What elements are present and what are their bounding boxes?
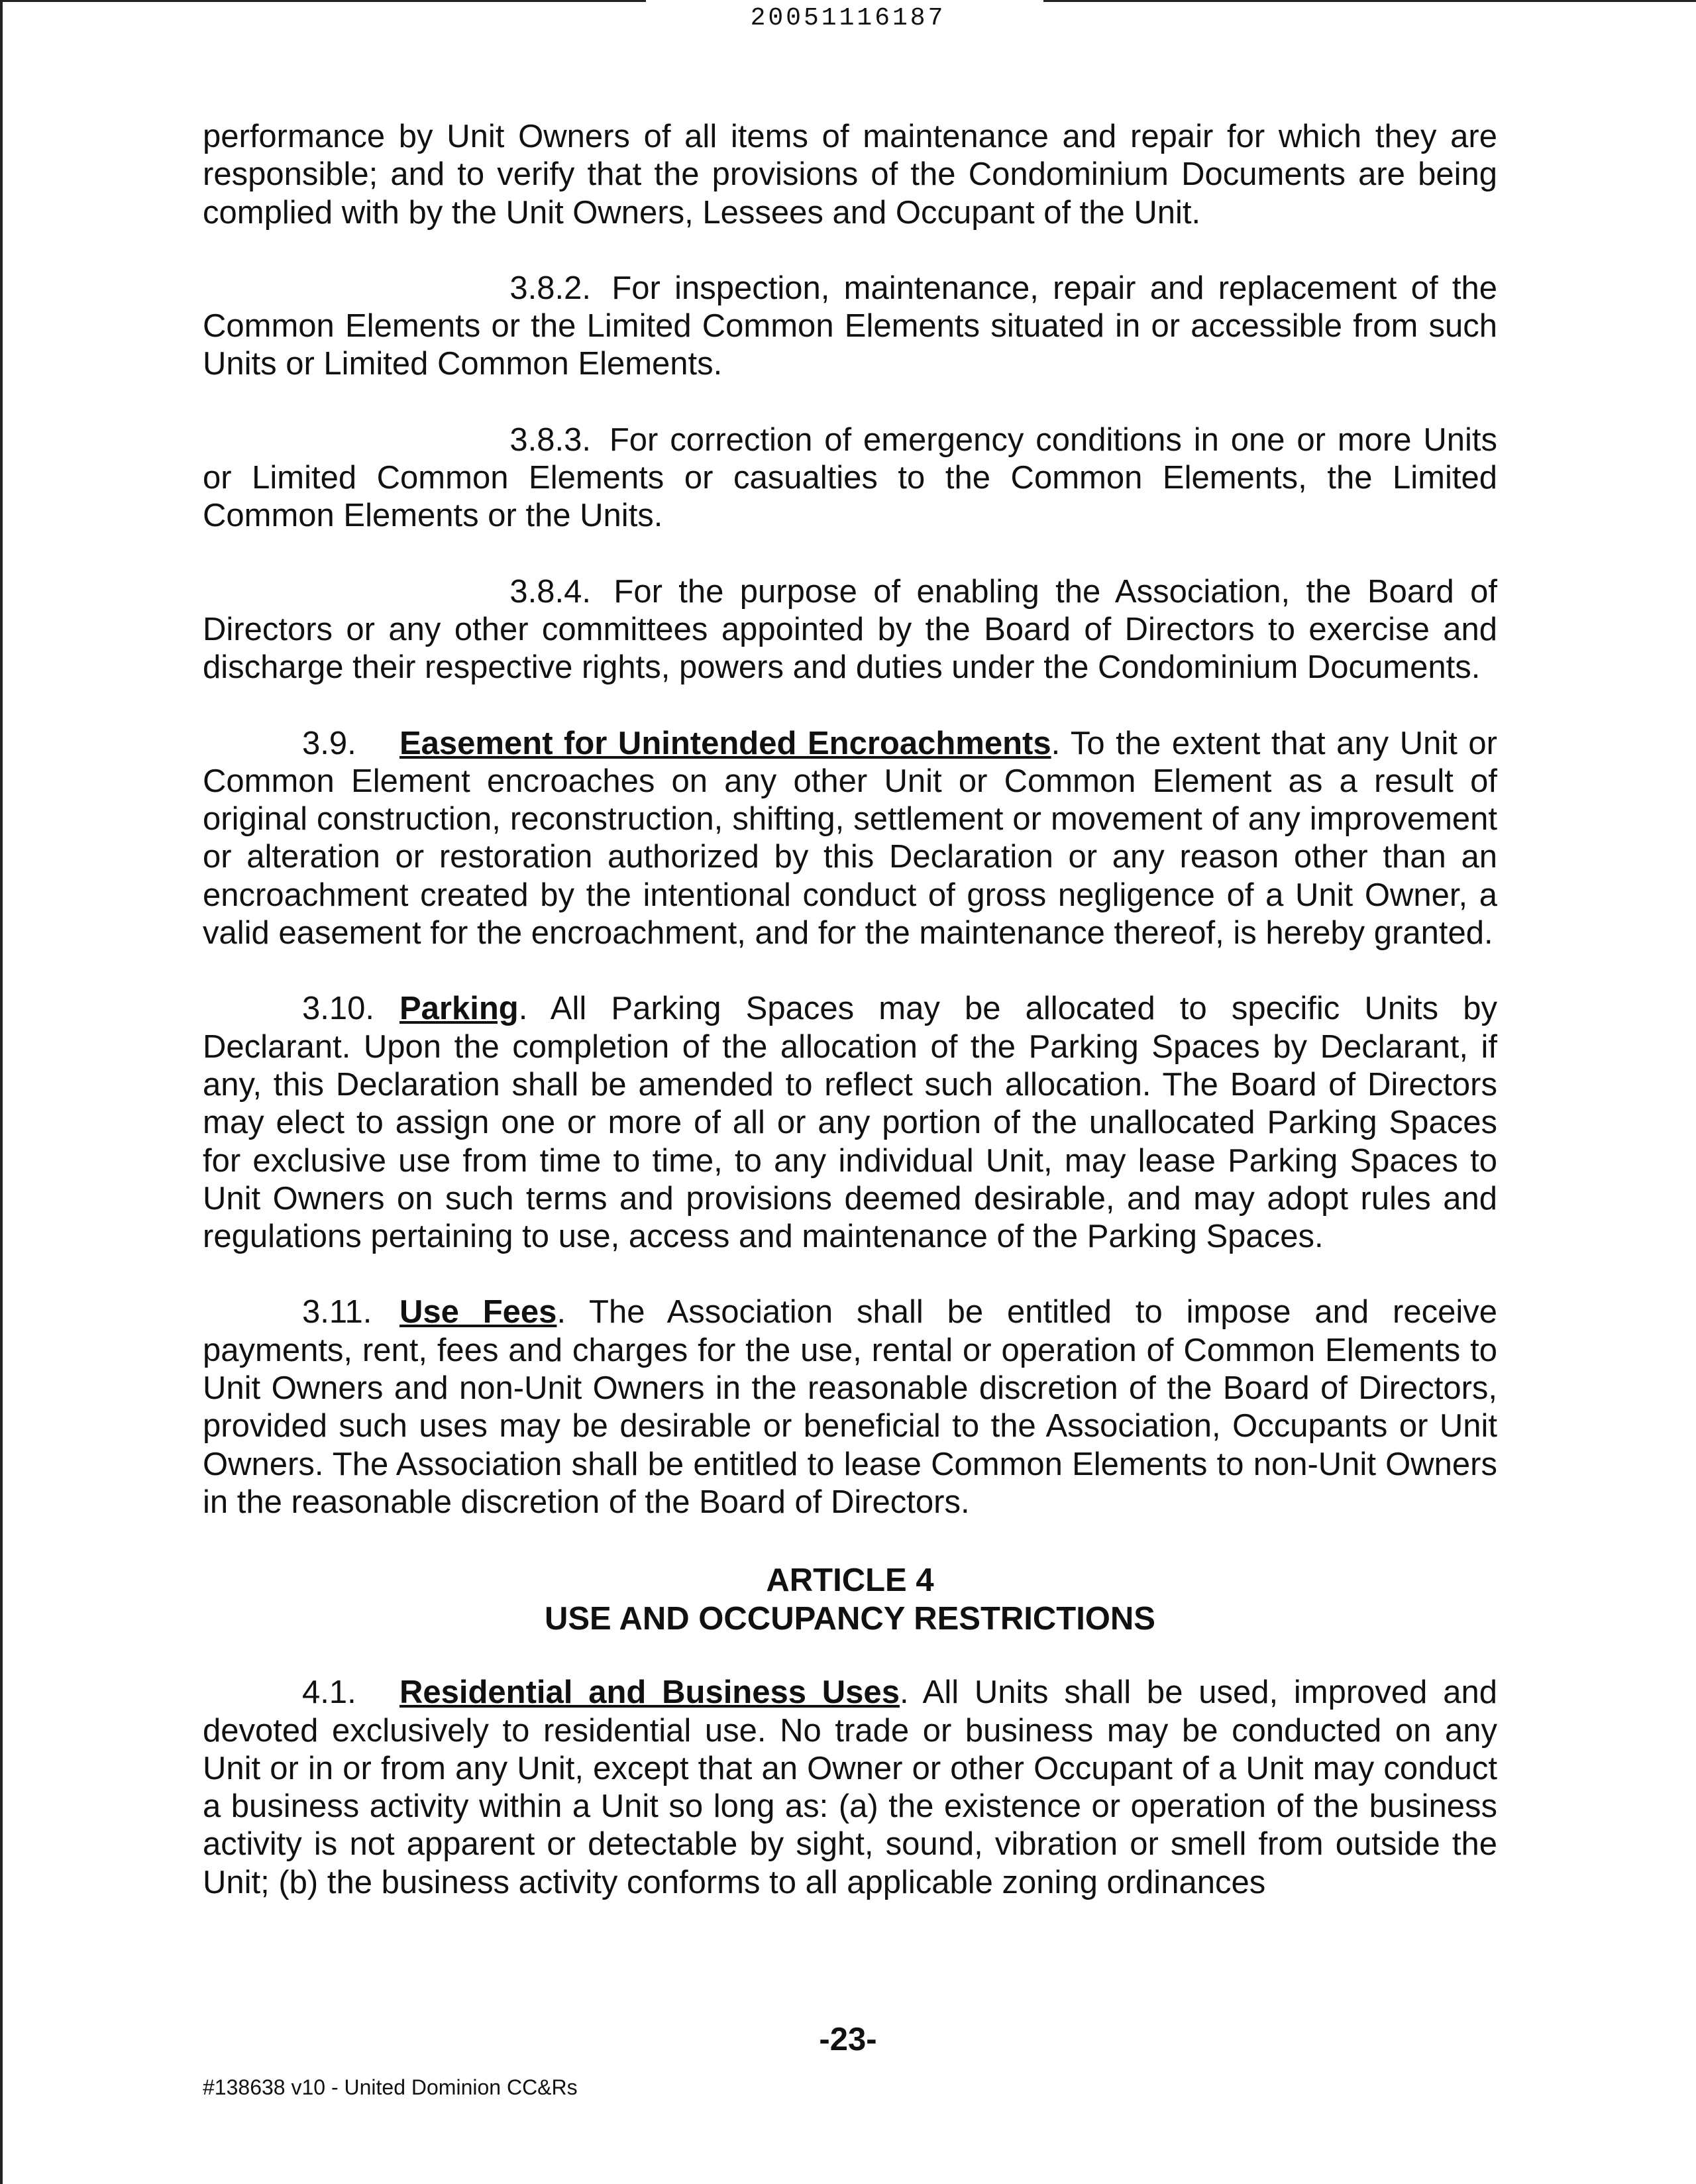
section-number: 3.11. bbox=[302, 1294, 372, 1331]
section-number: 3.9. bbox=[302, 725, 356, 761]
section-3-9 bbox=[203, 725, 1497, 953]
article-title: ARTICLE 4 bbox=[766, 1562, 934, 1599]
section-3-11 bbox=[203, 1293, 1497, 1521]
section-text: . All Units shall be used, improved and devoted exclusively to residential use. No trade or business may be conducted on any Unit or in or from any Unit, except that an Owner or other Occupant of a Unit may conduct a business activity within a Unit so long as: (a) the existence or operation of the business activity is not apparent or detectable by sight, sound, vibration or smell from outside the Unit; (b) the business activity conforms to all applicable zoning ordinances bbox=[203, 1674, 1497, 1900]
section-3-8-2 bbox=[203, 270, 1497, 384]
section-heading: Residential and Business Uses bbox=[399, 1674, 900, 1711]
section-text: For inspection, maintenance, repair and replacement of the Common Elements or the Limited Common Elements situated in or accessible from such Units or Limited Common Elements. bbox=[203, 270, 1497, 382]
section-heading: Use Fees bbox=[399, 1294, 557, 1331]
article-subtitle: USE AND OCCUPANCY RESTRICTIONS bbox=[544, 1601, 1155, 1637]
section-heading: Easement for Unintended Encroachments bbox=[399, 725, 1051, 761]
article-heading bbox=[203, 1561, 1497, 1638]
section-number: 4.1. bbox=[302, 1674, 356, 1711]
section-3-8-3 bbox=[203, 421, 1497, 535]
section-number: 3.8.3. bbox=[509, 421, 591, 458]
paragraph-continuation bbox=[203, 118, 1497, 232]
section-text: For the purpose of enabling the Association, the Board of Directors or any other committees appointed by the Board of Directors to exercise and discharge their respective rights, powers and duties under the Condominium Documents. bbox=[203, 573, 1497, 686]
document-number: 20051116187 bbox=[750, 4, 946, 32]
section-number: 3.8.4. bbox=[509, 573, 591, 610]
section-heading: Parking bbox=[399, 991, 519, 1027]
section-text: . The Association shall be entitled to impose and receive payments, rent, fees and charges for the use, rental or operation of Common Elements to Unit Owners and non-Unit Owners in the reasonable discretion of the Board of Directors, provided such uses may be desirable or beneficial to the Association, Occupants or Unit Owners. The Association shall be entitled to lease Common Elements to non-Unit Owners in the reasonable discretion of the Board of Directors. bbox=[203, 1294, 1497, 1520]
page-body bbox=[203, 118, 1497, 1902]
section-number: 3.10. bbox=[302, 991, 374, 1027]
section-text: . All Parking Spaces may be allocated to specific Units by Declarant. Upon the completion of the allocation of the Parking Spaces by Declarant, if any, this Declaration shall be amended to reflect such allocation. The Board of Directors may elect to assign one or more of all or any portion of the unallocated Parking Spaces for exclusive use from time to time, to any individual Unit, may lease Parking Spaces to Unit Owners on such terms and provisions deemed desirable, and may adopt rules and regulations pertaining to use, access and maintenance of the Parking Spaces. bbox=[203, 991, 1497, 1255]
section-4-1 bbox=[203, 1674, 1497, 1902]
section-3-10 bbox=[203, 990, 1497, 1256]
section-text: For correction of emergency conditions in one or more Units or Limited Common Elements or casualties to the Common Elements, the Limited Common Elements or the Units. bbox=[203, 421, 1497, 534]
section-number: 3.8.2. bbox=[509, 270, 591, 306]
section-text: . To the extent that any Unit or Common Element encroaches on any other Unit or Common Element as a result of original construction, reconstruction, shifting, settlement or movement of any improvement or alteration or restoration authorized by this Declaration or any reason other than an encroachment created by the intentional conduct of gross negligence of a Unit Owner, a valid easement for the encroachment, and for the maintenance thereof, is hereby granted. bbox=[203, 725, 1497, 952]
page-number: -23- bbox=[819, 2022, 877, 2057]
paragraph-text: performance by Unit Owners of all items of maintenance and repair for which they are responsible; and to verify that the provisions of the Condominium Documents are being complied with by the Unit Owners, Lessees and Occupant of the Unit. bbox=[203, 119, 1497, 231]
footer-doc-reference: #138638 v10 - United Dominion CC&Rs bbox=[203, 2075, 578, 2099]
section-3-8-4 bbox=[203, 573, 1497, 687]
scan-left-edge bbox=[0, 0, 3, 2184]
